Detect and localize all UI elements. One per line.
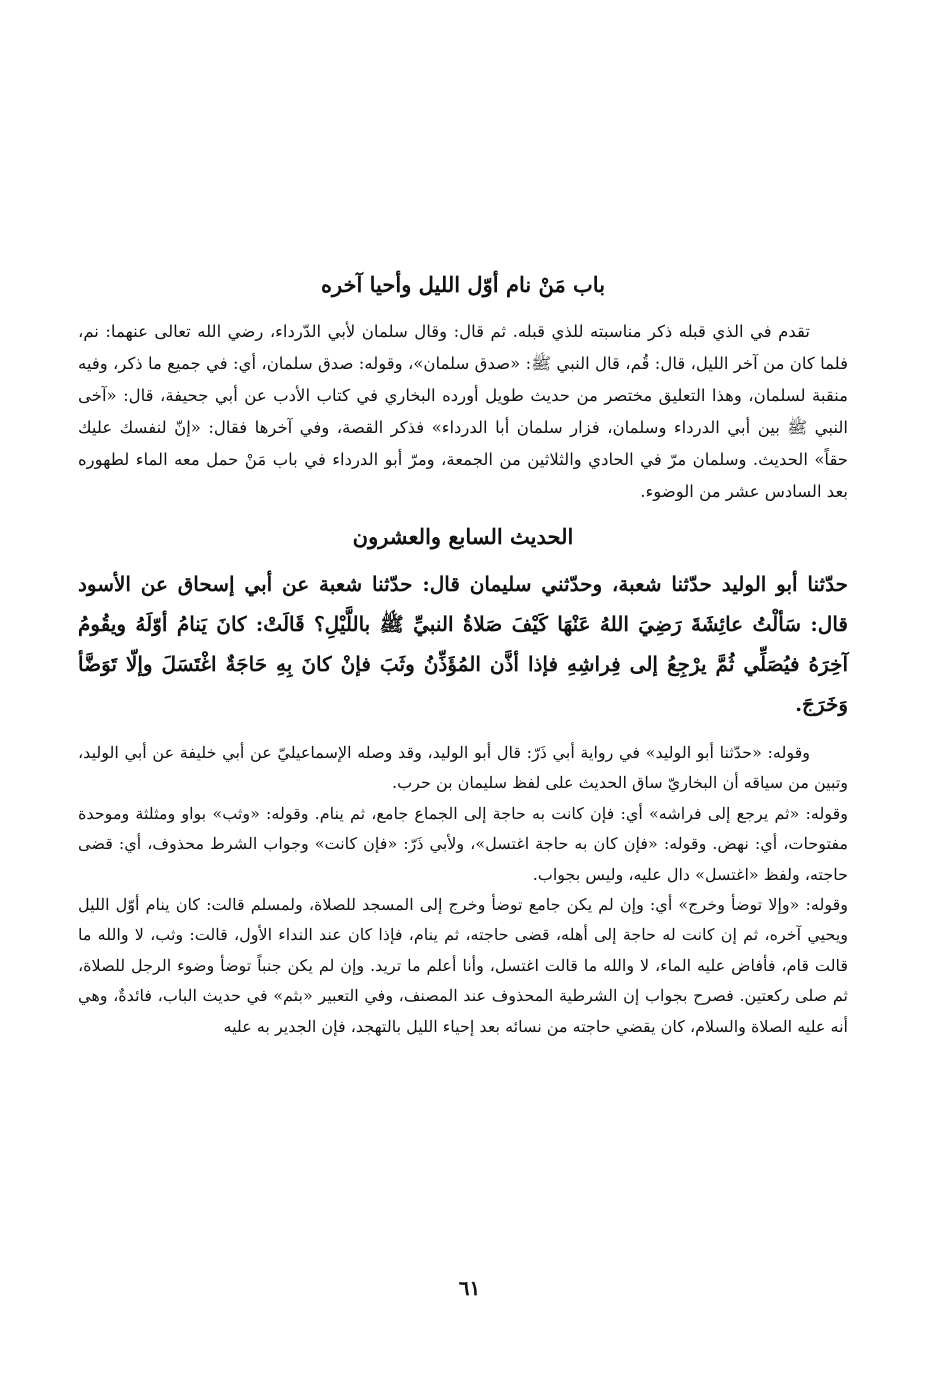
- chapter-commentary: تقدم في الذي قبله ذكر مناسبته للذي قبله. ثم قال: وقال سلمان لأبي الدّرداء، رضي الله تعالى عنهما: نم، فلما كان من آخر الليل، قال: قُم، قال النبي ﷺ: «صدق سلمان»، وقوله: صدق سلمان، أي: في جميع ما ذكر، وفيه منقبة لسلمان، وهذا التعليق مختصر من حديث طويل أورده البخاري في كتاب الأدب عن أبي جحيفة، قال: «آخى النبي ﷺ بين أبي الدرداء وسلمان، فزار سلمان أبا الدرداء» فذكر القصة، وفي آخرها فقال: «إنّ لنفسك عليك حقاً» الحديث. وسلمان مرّ في الحادي والثلاثين من الجمعة، ومرّ أبو الدرداء في باب مَنْ حمل معه الماء لطهوره بعد السادس عشر من الوضوء.: [78, 322, 848, 501]
- page-number: ٦١: [458, 1276, 481, 1300]
- explanation-paragraph: وقوله: «حدّثنا أبو الوليد» في رواية أبي ذَرّ: قال أبو الوليد، وقد وصله الإسماعيليّ عن أبي خليفة عن أبي الوليد، وتبين من سياقه أن البخاريّ ساق الحديث على لفظ سليمان بن حرب.: [78, 743, 848, 793]
- explanation-block: [78, 738, 848, 1042]
- hadith-title: الحديث السابع والعشرون: [352, 524, 574, 549]
- explanation-paragraph: وقوله: «ثم يرجع إلى فراشه» أي: فإن كانت به حاجة إلى الجماع جامع، ثم ينام. وقوله: «وثب» بواو ومثلثة وموحدة مفتوحات، أي: نهض. وقوله: «فإن كان به حاجة اغتسل»، ولأبي ذَرّ: «فإن كانت» وجواب الشرط محذوف، أي: قضى حاجته، ولفظ «اغتسل» دال عليه، وليس بجواب.: [78, 803, 849, 884]
- chapter-commentary-block: [78, 316, 848, 508]
- chapter-title: باب مَنْ نام أوّل الليل وأحيا آخره: [320, 272, 606, 297]
- page-body: [78, 268, 848, 1042]
- explanation-paragraph: وقوله: «وإلا توضأ وخرج» أي: وإن لم يكن جامع توضأ وخرج إلى المسجد للصلاة، ولمسلم قالت: كان ينام أوّل الليل ويحيي آخره، ثم إن كانت له حاجة إلى أهله، قضى حاجته، ثم ينام، فإذا كان عند النداء الأول، قالت: وثب، لا والله ما قالت قام، فأفاض عليه الماء، لا والله ما قالت اغتسل، وأنا أعلم ما تريد. وإن لم يكن جنباً توضأ وضوء الرجل للصلاة، ثم صلى ركعتين. فصرح بجواب إن الشرطية المحذوف عند المصنف، وفي التعبير «بثم» في حديث الباب، فائدةٌ، وهي أنه عليه الصلاة والسلام، كان يقضي حاجته من نسائه بعد إحياء الليل بالتهجد، فإن الجدير به عليه: [78, 895, 848, 1036]
- hadith-text: حدّثنا أبو الوليد حدّثنا شعبة، وحدّثني سليمان قال: حدّثنا شعبة عن أبي إسحاق عن الأسود قال: سَألْتُ عائِشَةَ رَضِيَ اللهُ عَنْهَا كَيْفَ صَلاةُ النبيِّ ﷺ باللَّيْلِ؟ قَالَتْ: كانَ يَنامُ أوّلَهُ ويقُومُ آخِرَهُ فيُصَلِّي ثُمَّ يرْجِعُ إلى فِراشِهِ فإذا أذَّن المُؤَذِّنُ وثَبَ فإنْ كانَ بِهِ حَاجَةٌ اغْتَسَلَ وإلّا تَوَضَّأ وَخَرَجَ.: [78, 572, 848, 716]
